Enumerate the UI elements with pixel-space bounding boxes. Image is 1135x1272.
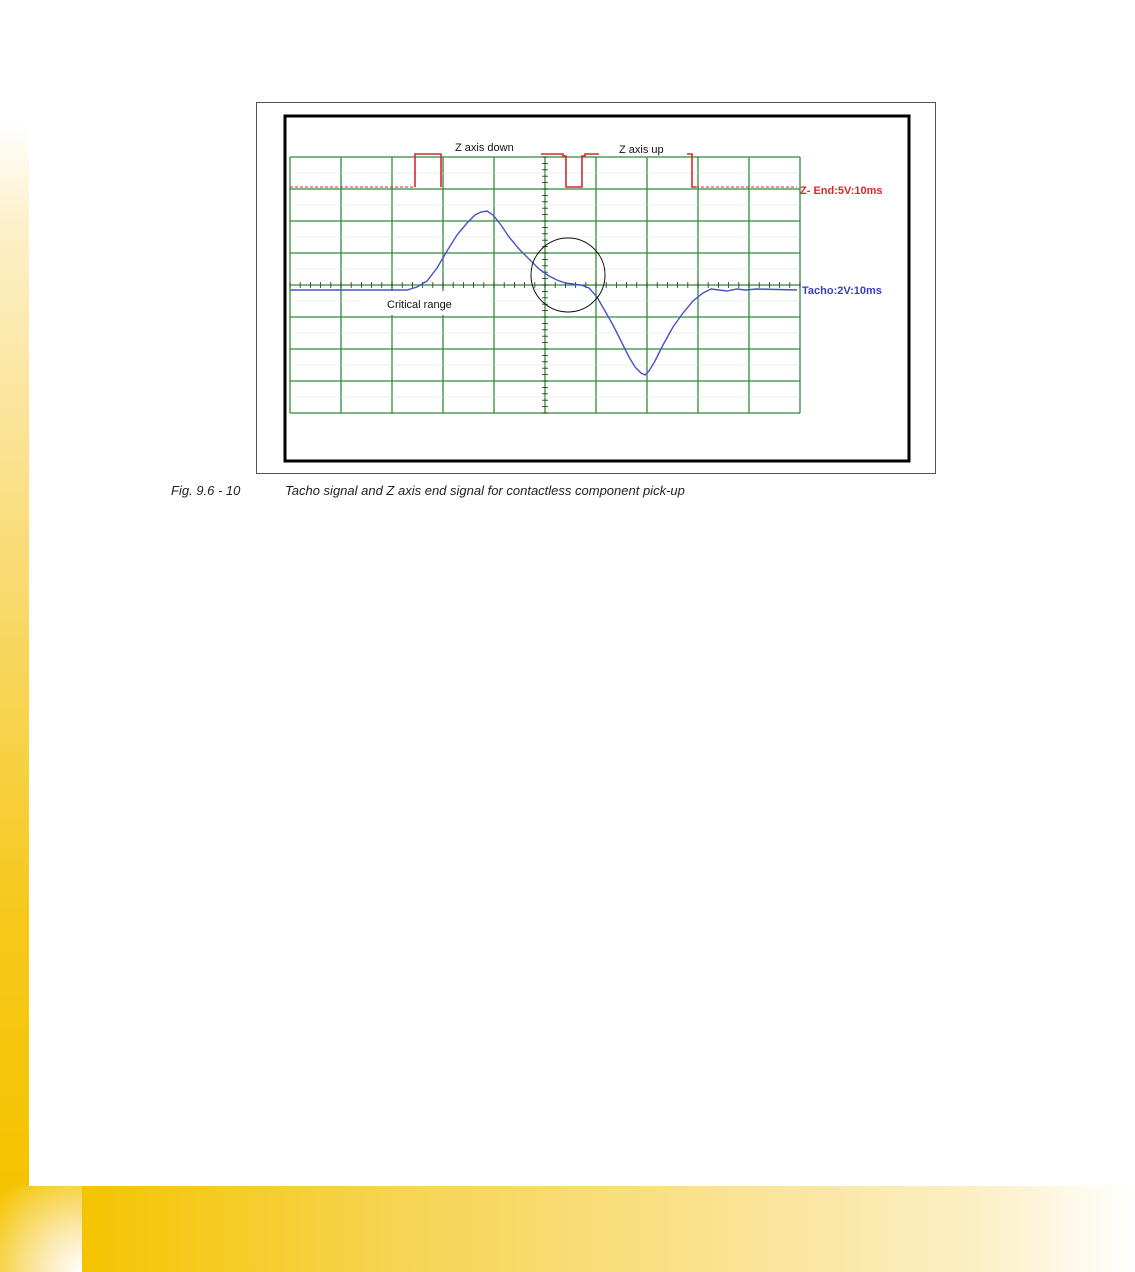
figure-caption	[171, 483, 685, 498]
z-axis-up-label: Z axis up	[619, 144, 664, 156]
figure-number: Fig. 9.6 - 10	[171, 483, 241, 498]
critical-range-label: Critical range	[387, 299, 452, 311]
oscilloscope-plot	[257, 103, 937, 475]
corner-decoration	[0, 1186, 82, 1272]
z-end-channel-label: Z- End:5V:10ms	[800, 185, 883, 197]
bottom-decorative-band	[82, 1186, 1135, 1272]
z-axis-down-label: Z axis down	[455, 142, 514, 154]
figure-caption-text: Tacho signal and Z axis end signal for contactless component pick-up	[285, 483, 685, 498]
left-decorative-band	[0, 122, 29, 1186]
figure-frame	[256, 102, 936, 474]
tacho-channel-label: Tacho:2V:10ms	[802, 285, 882, 297]
